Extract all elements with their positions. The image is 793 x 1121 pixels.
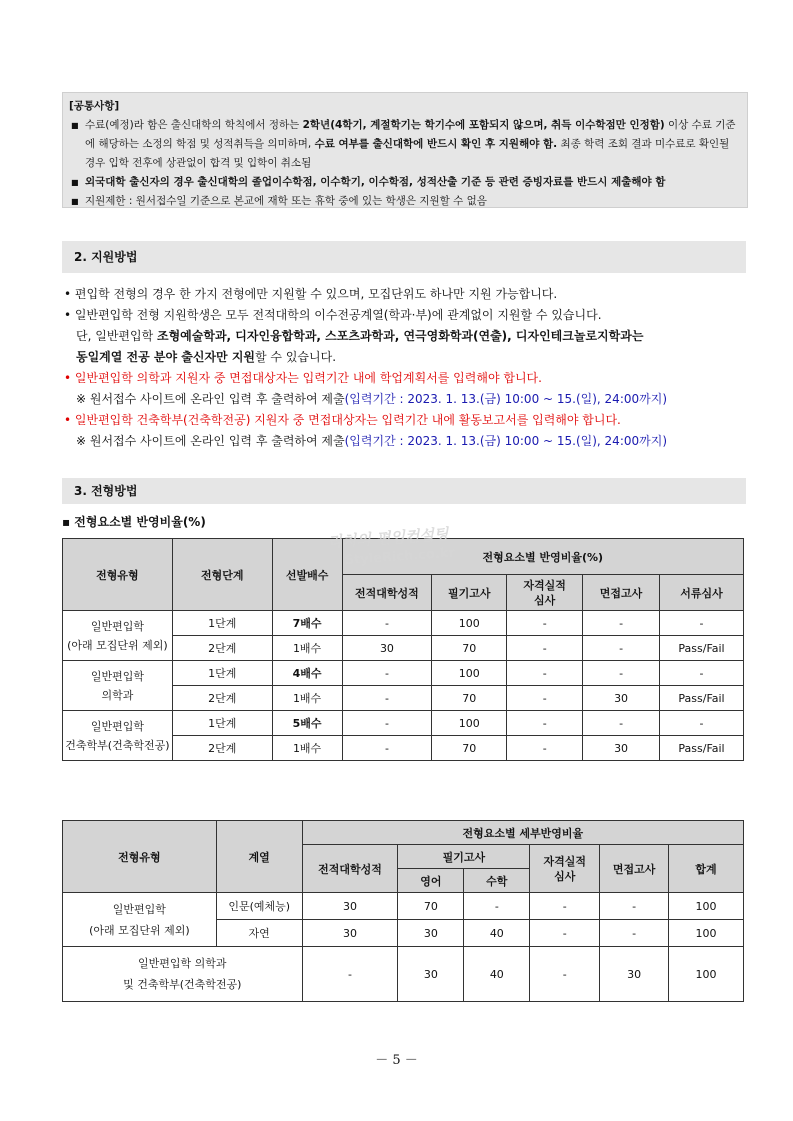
t1-cell: - [342, 711, 432, 736]
watermark-line-1: 리치의 편입컨설팅 [326, 525, 449, 552]
section-3-header: 3. 전형방법 [62, 478, 746, 504]
t1-cell: - [507, 611, 583, 636]
t1-cell: 30 [583, 686, 660, 711]
notice-item-1-a: 수료(예정)라 함은 출신대학의 학칙에서 정하는 [85, 119, 303, 131]
t1-stage: 2단계 [172, 686, 272, 711]
t1-col-4: 서류심사 [660, 575, 744, 611]
bullet-2-line-3-b: 할 수 있습니다. [255, 350, 337, 364]
notice-title: [공통사항] [69, 100, 120, 112]
t1-cell: 30 [342, 636, 432, 661]
bullet-1: • 편입학 전형의 경우 한 가지 전형에만 지원할 수 있으며, 모집단위도 하나만 지원 가능합니다. [64, 287, 558, 301]
bullet-3-text: 일반편입학 의학과 지원자 중 면접대상자는 입력기간 내에 학업계획서를 입력해야 합니다. [74, 371, 542, 385]
notice-item-1-b: 2학년(4학기, 계절학기는 학기수에 포함되지 않으며, 취득 이수학점만 인정함) [302, 119, 665, 131]
square-bullet-icon: ■ [71, 121, 79, 130]
t2-header-track: 계열 [216, 821, 302, 893]
t1-cell: - [507, 736, 583, 761]
t1-stage: 2단계 [172, 636, 272, 661]
t1-cell: - [342, 686, 432, 711]
bullet-4-note [64, 431, 754, 452]
bullet-3-note-a: ※ 원서접수 사이트에 온라인 입력 후 출력하여 제출 [76, 392, 345, 406]
t1-header-stage: 전형단계 [172, 539, 272, 611]
t2-cell: - [600, 920, 669, 947]
t2-cell: 70 [398, 893, 464, 920]
watermark-line-2: StyleRich.co.kr [344, 545, 456, 569]
t2-group-name: 일반편입학 의학과 및 건축학부(건축학전공) [63, 947, 303, 1002]
t1-stage: 1단계 [172, 661, 272, 686]
t1-col-1: 필기고사 [432, 575, 507, 611]
t2-header-interview: 면접고사 [600, 845, 669, 893]
t1-cell: - [507, 711, 583, 736]
t1-header-group: 전형요소별 반영비율(%) [342, 539, 743, 575]
t1-cell: - [342, 736, 432, 761]
t1-group-name: 일반편입학 (아래 모집단위 제외) [63, 611, 173, 661]
notice-item-1-d: 수료 여부를 출신대학에 반드시 확인 후 지원해야 함. [314, 138, 558, 150]
t2-cell: - [302, 947, 398, 1002]
table-row [63, 947, 744, 1002]
t1-cell: - [660, 711, 744, 736]
bullet-2-line-3-a: 동일계열 전공 분야 출신자만 지원 [76, 350, 256, 364]
t1-cell: - [507, 661, 583, 686]
t1-cell: 70 [432, 686, 507, 711]
t2-header-math: 수학 [464, 869, 530, 893]
t2-cell: - [530, 893, 600, 920]
t2-track: 자연 [216, 920, 302, 947]
square-bullet-icon: ■ [71, 197, 79, 206]
t1-cell: 30 [583, 736, 660, 761]
t1-cell: - [583, 636, 660, 661]
t2-cell: - [600, 893, 669, 920]
t2-header-total: 합계 [669, 845, 744, 893]
detail-ratio-table [62, 820, 744, 1002]
t1-header-type: 전형유형 [63, 539, 173, 611]
notice-item-1 [71, 116, 739, 173]
common-notice-box [62, 92, 748, 208]
t1-col-3: 면접고사 [583, 575, 660, 611]
t1-cell: 70 [432, 736, 507, 761]
bullet-2-line-3 [64, 347, 754, 368]
notice-item-1-c: 이상 수료 기준에 해당하는 소정의 학점 및 성적취득을 의미하며, [85, 119, 736, 150]
t2-header-prev: 전적대학성적 [302, 845, 398, 893]
t2-cell: 40 [464, 920, 530, 947]
bullet-4-note-b: (입력기간 : 2023. 1. 13.(금) 10:00 ~ 15.(일), 24:00까지) [344, 434, 667, 448]
t1-mult: 5배수 [272, 711, 342, 736]
t2-track: 인문(예체능) [216, 893, 302, 920]
t1-cell: - [660, 661, 744, 686]
t2-header-group: 전형요소별 세부반영비율 [302, 821, 743, 845]
notice-item-2-text: 외국대학 출신자의 경우 출신대학의 졸업이수학점, 이수학기, 이수학점, 성적산출 기준 등 관련 증빙자료를 반드시 제출해야 함 [85, 176, 666, 188]
t2-group-name: 일반편입학 (아래 모집단위 제외) [63, 893, 217, 947]
t1-col-2: 자격실적 심사 [507, 575, 583, 611]
t1-mult: 7배수 [272, 611, 342, 636]
notice-item-1-e: 최종 학력 조회 결과 미수료로 확인될 경우 입학 전후에 상관없이 합격 및 입학이 취소됨 [85, 138, 730, 169]
bullet-2: • 일반편입학 전형 지원학생은 모두 전적대학의 이수전공계열(학과·부)에 관계없이 지원할 수 있습니다. [64, 308, 602, 322]
table-row [63, 893, 744, 920]
notice-item-3-text: 지원제한 : 원서접수일 기준으로 본교에 재학 또는 휴학 중에 있는 학생은 지원할 수 없음 [85, 195, 487, 207]
t1-mult: 4배수 [272, 661, 342, 686]
t1-cell: Pass/Fail [660, 636, 744, 661]
t1-cell: 70 [432, 636, 507, 661]
bullet-3-note-b: (입력기간 : 2023. 1. 13.(금) 10:00 ~ 15.(일), 24:00까지) [344, 392, 667, 406]
t2-cell: 30 [302, 893, 398, 920]
section-2-header: 2. 지원방법 [62, 241, 746, 273]
t1-mult: 1배수 [272, 636, 342, 661]
t2-header-written: 필기고사 [398, 845, 530, 869]
t2-cell: - [530, 920, 600, 947]
t1-stage: 1단계 [172, 611, 272, 636]
t1-cell: - [583, 661, 660, 686]
t2-cell: 100 [669, 893, 744, 920]
bullet-4-note-a: ※ 원서접수 사이트에 온라인 입력 후 출력하여 제출 [76, 434, 345, 448]
t1-cell: - [660, 611, 744, 636]
notice-item-3 [71, 192, 739, 211]
bullet-4-text: 일반편입학 건축학부(건축학전공) 지원자 중 면접대상자는 입력기간 내에 활동보고서를 입력해야 합니다. [74, 413, 621, 427]
bullet-2-line-2-a: 단, 일반편입학 [76, 329, 157, 343]
t1-stage: 2단계 [172, 736, 272, 761]
t2-header-type: 전형유형 [63, 821, 217, 893]
t1-cell: - [342, 611, 432, 636]
bullet-2-line-2-b: 조형예술학과, 디자인융합학과, 스포츠과학과, 연극영화학과(연출), 디자인테크놀로지학과는 [157, 329, 644, 343]
bullet-3: • 일반편입학 의학과 지원자 중 면접대상자는 입력기간 내에 학업계획서를 입력해야 합니다. [64, 371, 542, 385]
bullet-3-note [64, 389, 754, 410]
t1-mult: 1배수 [272, 736, 342, 761]
t1-cell: - [507, 636, 583, 661]
t1-cell: - [583, 611, 660, 636]
t1-group-name: 일반편입학 의학과 [63, 661, 173, 711]
t2-cell: 100 [669, 947, 744, 1002]
notice-item-2 [71, 173, 739, 192]
bullet-4: • 일반편입학 건축학부(건축학전공) 지원자 중 면접대상자는 입력기간 내에 활동보고서를 입력해야 합니다. [64, 413, 621, 427]
ratio-table [62, 538, 744, 761]
bullet-1-text: 편입학 전형의 경우 한 가지 전형에만 지원할 수 있으며, 모집단위도 하나만 지원 가능합니다. [74, 287, 558, 301]
t1-cell: 100 [432, 611, 507, 636]
t1-cell: - [583, 711, 660, 736]
table-row [63, 611, 744, 636]
t1-col-0: 전적대학성적 [342, 575, 432, 611]
t1-group-name: 일반편입학 건축학부(건축학전공) [63, 711, 173, 761]
t2-cell: 100 [669, 920, 744, 947]
bullet-2-text: 일반편입학 전형 지원학생은 모두 전적대학의 이수전공계열(학과·부)에 관계없이 지원할 수 있습니다. [74, 308, 602, 322]
t1-cell: - [342, 661, 432, 686]
t2-cell: 30 [302, 920, 398, 947]
t1-header-multiplier: 선발배수 [272, 539, 342, 611]
t2-cell: 30 [398, 920, 464, 947]
table-row [63, 661, 744, 686]
t1-cell: 100 [432, 711, 507, 736]
t2-header-qual: 자격실적 심사 [530, 845, 600, 893]
page-number: － 5 － [375, 1053, 418, 1068]
t2-cell: 40 [464, 947, 530, 1002]
bullet-2-line-2 [64, 326, 754, 347]
section-2-bullets [64, 284, 754, 452]
t2-cell: 30 [398, 947, 464, 1002]
t2-cell: - [464, 893, 530, 920]
t1-cell: - [507, 686, 583, 711]
table-row [63, 711, 744, 736]
t2-cell: - [530, 947, 600, 1002]
t2-cell: 30 [600, 947, 669, 1002]
t1-mult: 1배수 [272, 686, 342, 711]
t1-cell: 100 [432, 661, 507, 686]
t1-cell: Pass/Fail [660, 686, 744, 711]
t1-stage: 1단계 [172, 711, 272, 736]
t1-cell: Pass/Fail [660, 736, 744, 761]
subheading-ratio: ▪ 전형요소별 반영비율(%) [62, 515, 206, 529]
t2-header-eng: 영어 [398, 869, 464, 893]
square-bullet-icon: ■ [71, 178, 79, 187]
